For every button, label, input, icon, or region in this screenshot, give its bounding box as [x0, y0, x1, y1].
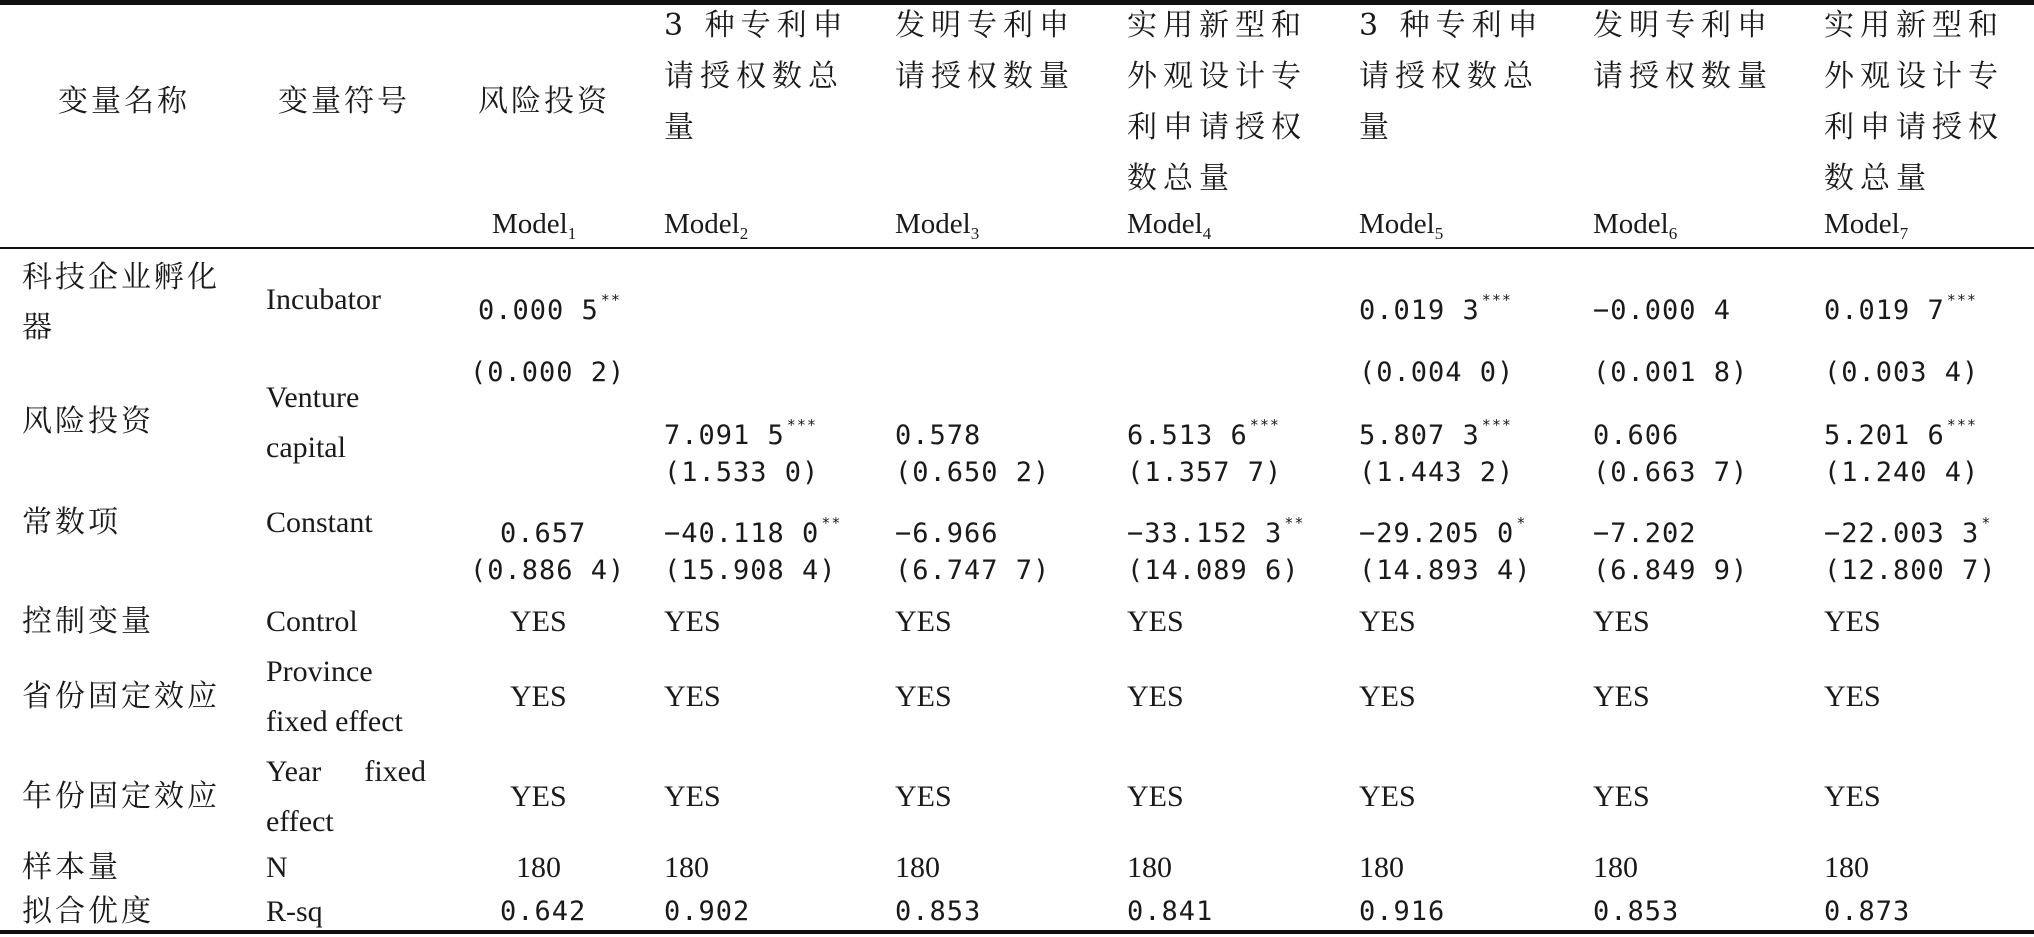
- header-model7-title: 实用新型和外观设计专利申请授权数总量: [1824, 8, 2004, 196]
- value-m5: YES: [1359, 780, 1416, 813]
- value-m2: YES: [664, 780, 721, 813]
- value-m3: 180: [895, 851, 940, 884]
- coef-m3: 0.578: [895, 420, 982, 451]
- value-m5: YES: [1359, 680, 1416, 713]
- se-m6: (0.663 7): [1593, 457, 1749, 488]
- coef-m5: 5.807 3 ***: [1359, 416, 1512, 451]
- row-symbol: Constant: [266, 506, 373, 539]
- coef-m4: 6.513 6 ***: [1127, 416, 1280, 451]
- se-m7: (12.800 7): [1824, 555, 1997, 586]
- row-name: 年份固定效应: [22, 779, 220, 814]
- value-m2: YES: [664, 680, 721, 713]
- table-header-rule: [0, 247, 2034, 249]
- value-m6: 180: [1593, 851, 1638, 884]
- row-symbol: Province fixed effect: [266, 655, 403, 738]
- se-m2: (1.533 0): [664, 457, 820, 488]
- coef-m6: −0.000 4: [1593, 295, 1732, 326]
- row-symbol: Incubator: [266, 283, 381, 316]
- value-m1: 180: [516, 851, 561, 884]
- value-m6: 0.853: [1593, 896, 1680, 927]
- coef-m6: −7.202: [1593, 518, 1697, 549]
- header-model6: Model$_6$: [1593, 208, 1678, 243]
- value-m5: 0.916: [1359, 896, 1446, 927]
- row-name: 省份固定效应: [22, 679, 220, 714]
- header-var-symbol: 变量符号: [278, 84, 410, 119]
- header-model7: Model$_7$: [1824, 208, 1909, 243]
- se-m3: (0.650 2): [895, 457, 1051, 488]
- value-m3: YES: [895, 680, 952, 713]
- value-m3: 0.853: [895, 896, 982, 927]
- value-m2: 180: [664, 851, 709, 884]
- value-m1: YES: [510, 680, 567, 713]
- row-symbol: Year fixed effect: [266, 755, 426, 838]
- value-m4: 0.841: [1127, 896, 1214, 927]
- coef-m4: −33.152 3 **: [1127, 514, 1305, 549]
- coef-m2: −40.118 0 **: [664, 514, 842, 549]
- row-name: 控制变量: [22, 604, 154, 639]
- value-m7: YES: [1824, 780, 1881, 813]
- header-model4-title: 实用新型和外观设计专利申请授权数总量: [1127, 8, 1307, 196]
- se-m4: (1.357 7): [1127, 457, 1283, 488]
- header-model1: Model$_1$: [492, 208, 577, 243]
- header-model5: Model$_5$: [1359, 208, 1444, 243]
- value-m4: YES: [1127, 780, 1184, 813]
- value-m7: YES: [1824, 680, 1881, 713]
- value-m5: YES: [1359, 605, 1416, 638]
- value-m4: 180: [1127, 851, 1172, 884]
- row-name: 样本量: [22, 850, 121, 885]
- se-m5: (0.004 0): [1359, 357, 1515, 388]
- coef-m3: −6.966: [895, 518, 999, 549]
- se-m6: (6.849 9): [1593, 555, 1749, 586]
- header-var-name: 变量名称: [58, 84, 190, 119]
- coef-m2: 7.091 5 ***: [664, 416, 817, 451]
- value-m6: YES: [1593, 605, 1650, 638]
- header-model2: Model$_2$: [664, 208, 749, 243]
- row-symbol: Control: [266, 605, 358, 638]
- value-m2: 0.902: [664, 896, 751, 927]
- value-m7: 0.873: [1824, 896, 1911, 927]
- header-model3: Model$_3$: [895, 208, 980, 243]
- se-m7: (1.240 4): [1824, 457, 1980, 488]
- row-name: 风险投资: [22, 404, 154, 439]
- se-m1: (0.000 2): [470, 357, 626, 388]
- se-m7: (0.003 4): [1824, 357, 1980, 388]
- value-m5: 180: [1359, 851, 1404, 884]
- value-m4: YES: [1127, 605, 1184, 638]
- coef-m6: 0.606: [1593, 420, 1680, 451]
- se-m2: (15.908 4): [664, 555, 837, 586]
- header-model6-title: 发明专利申请授权数量: [1593, 8, 1773, 94]
- header-model4: Model$_4$: [1127, 208, 1212, 243]
- value-m3: YES: [895, 780, 952, 813]
- coef-m7: 0.019 7 ***: [1824, 291, 1977, 326]
- row-name: 常数项: [22, 505, 121, 540]
- header-model2-title: 3 种专利申请授权数总量: [664, 8, 849, 145]
- se-m6: (0.001 8): [1593, 357, 1749, 388]
- se-m1: (0.886 4): [470, 555, 626, 586]
- value-m6: YES: [1593, 680, 1650, 713]
- coef-m7: 5.201 6 ***: [1824, 416, 1977, 451]
- coef-m1: 0.657: [500, 518, 587, 549]
- se-m4: (14.089 6): [1127, 555, 1300, 586]
- row-symbol: Venture capital: [266, 381, 360, 464]
- value-m4: YES: [1127, 680, 1184, 713]
- coef-m7: −22.003 3 *: [1824, 514, 1992, 549]
- se-m3: (6.747 7): [895, 555, 1051, 586]
- row-name: 拟合优度: [22, 894, 154, 929]
- coef-m5: 0.019 3 ***: [1359, 291, 1512, 326]
- coef-m5: −29.205 0 *: [1359, 514, 1527, 549]
- value-m2: YES: [664, 605, 721, 638]
- row-name: 科技企业孵化器: [22, 260, 220, 345]
- value-m7: 180: [1824, 851, 1869, 884]
- coef-m1: 0.000 5 **: [478, 291, 621, 326]
- se-m5: (14.893 4): [1359, 555, 1532, 586]
- header-venture: 风险投资: [478, 84, 610, 119]
- se-m5: (1.443 2): [1359, 457, 1515, 488]
- row-symbol: N: [266, 851, 288, 884]
- header-model3-title: 发明专利申请授权数量: [895, 8, 1075, 94]
- value-m1: YES: [510, 605, 567, 638]
- value-m3: YES: [895, 605, 952, 638]
- value-m7: YES: [1824, 605, 1881, 638]
- header-model5-title: 3 种专利申请授权数总量: [1359, 8, 1544, 145]
- value-m1: YES: [510, 780, 567, 813]
- value-m6: YES: [1593, 780, 1650, 813]
- row-symbol: R-sq: [266, 895, 323, 928]
- value-m1: 0.642: [500, 896, 587, 927]
